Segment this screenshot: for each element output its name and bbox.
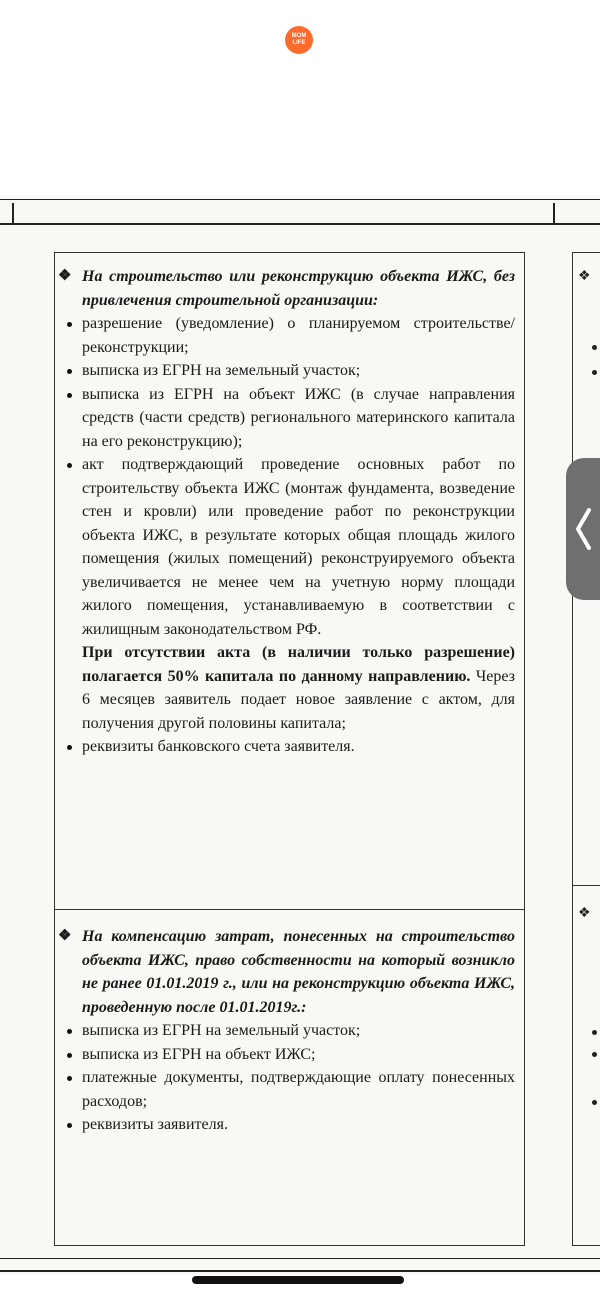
bullet-icon [67, 1076, 72, 1081]
half-capital-note [58, 641, 515, 735]
app-logo [285, 26, 313, 54]
section2 [58, 925, 515, 1137]
list-item-text: разрешение (уведомление) о планируемом строительстве/реконструкции; [82, 315, 515, 356]
section1-heading-text: На строительство или реконструкцию объекта ИЖС, без привлечения строительной организации: [82, 268, 515, 309]
bullet-icon [592, 345, 597, 350]
chevron-left-icon [574, 508, 592, 550]
bullet-icon [67, 463, 72, 468]
list-item [58, 383, 515, 454]
diamond-bullet-icon: ❖ [578, 906, 591, 921]
section2-heading [58, 925, 515, 1019]
list-item-text: выписка из ЕГРН на земельный участок; [82, 1022, 361, 1039]
section1 [58, 265, 515, 759]
list-item [58, 1043, 515, 1067]
diamond-bullet-icon: ❖ [578, 269, 591, 284]
bullet-icon [67, 1053, 72, 1058]
list-item [58, 453, 515, 641]
bullet-icon [67, 1029, 72, 1034]
list-item-text: реквизиты банковского счета заявителя. [82, 738, 355, 755]
list-item-text: акт подтверждающий проведение основных работ по строительству объекта ИЖС (монтаж фундамента, возведение стен и кровли) или проведение работ по реконструкции объекта ИЖС, в результате которых общая площадь жилого помещения (жилых помещений) реконструируемого объекта увеличивается не менее чем на учетную норму площади жилого помещения, устанавливаемую в соответствии с жилищным законодательством РФ. [82, 456, 515, 638]
bullet-icon [592, 1100, 597, 1105]
list-item-text: выписка из ЕГРН на объект ИЖС; [82, 1045, 316, 1063]
bullet-icon [67, 1123, 72, 1128]
bullet-icon [67, 369, 72, 374]
diamond-bullet-icon: ❖ [58, 928, 72, 944]
bullet-icon [592, 1052, 597, 1057]
bullet-icon [67, 393, 72, 398]
home-indicator[interactable] [192, 1276, 404, 1284]
section1-list-end [58, 735, 515, 759]
table-bottom-line-2 [0, 1270, 600, 1272]
section1-heading [58, 265, 515, 312]
list-item-text: реквизиты заявителя. [82, 1116, 228, 1133]
list-item [58, 359, 515, 383]
side-panel-handle[interactable] [566, 458, 600, 600]
list-item-text: платежные документы, подтверждающие оплату понесенных расходов; [82, 1069, 515, 1110]
bullet-icon [67, 745, 72, 750]
list-item [58, 312, 515, 359]
table-top-line [0, 223, 600, 225]
list-item [58, 1066, 515, 1113]
app-logo-text: MOM LIFE [291, 33, 307, 46]
section2-list [58, 1019, 515, 1137]
column-divider [553, 203, 555, 223]
table-bottom-line [0, 1258, 600, 1259]
list-item [58, 1019, 515, 1043]
list-item [58, 1113, 515, 1137]
list-item-text: выписка из ЕГРН на земельный участок; [82, 362, 361, 379]
list-item-text: выписка из ЕГРН на объект ИЖС (в случае направления средств (части средств) регионального материнского капитала на его реконструкцию); [82, 385, 515, 450]
column-divider [12, 203, 14, 223]
list-item [58, 735, 515, 759]
note-text: Через 6 месяцев заявитель подает новое заявление с актом, для получения другой половины капитала; [82, 667, 515, 732]
bullet-icon [67, 322, 72, 327]
section2-heading-text: На компенсацию затрат, понесенных на строительство объекта ИЖС, право собственности на который возникло не ранее 01.01.2019 г., или на реконструкцию объекта ИЖС, проведенную после 01.01.2019г.: [82, 928, 515, 1016]
right-column-cell-2 [572, 885, 600, 1246]
note-bold-text: При отсутствии акта (в наличии только разрешение) полагается 50% капитала по данному направлению. [82, 644, 515, 685]
section1-list [58, 312, 515, 641]
diamond-bullet-icon: ❖ [58, 268, 72, 284]
bullet-icon [592, 1030, 597, 1035]
top-border-line [0, 199, 600, 200]
bullet-icon [592, 370, 597, 375]
